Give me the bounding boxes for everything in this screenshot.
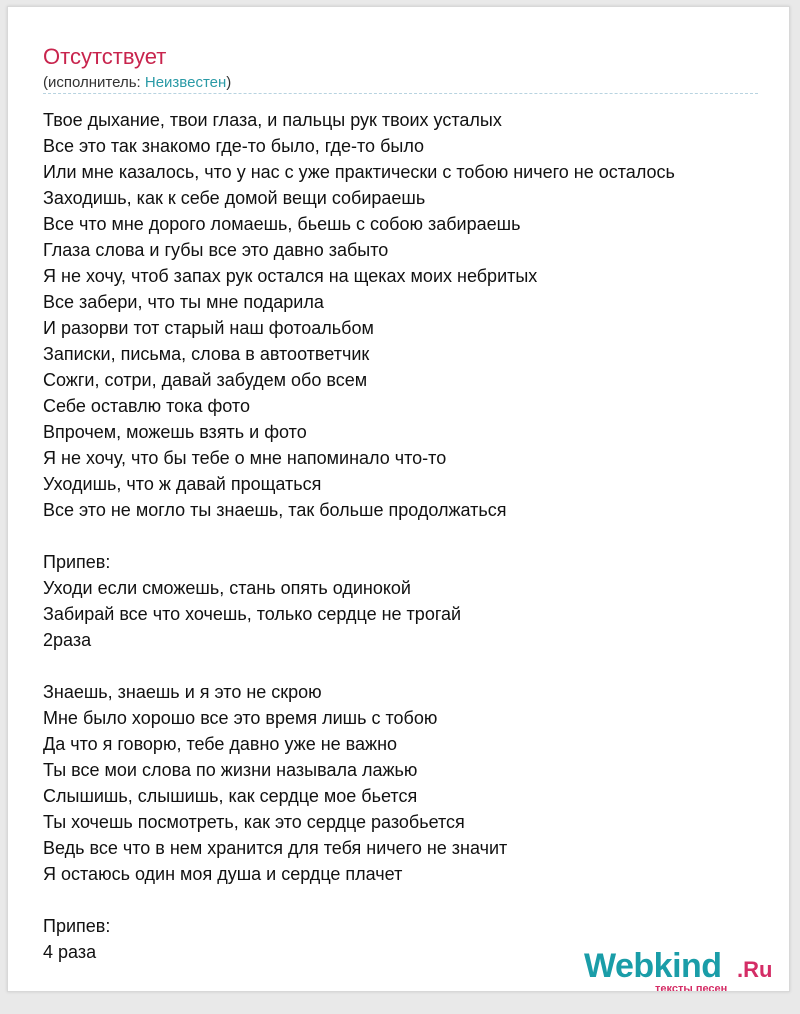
lyric-line: Ты хочешь посмотреть, как это сердце разобьется	[43, 812, 465, 832]
lyric-line: 2раза	[43, 630, 92, 650]
lyric-line: Заходишь, как к себе домой вещи собираешь	[43, 188, 426, 208]
lyric-line: И разорви тот старый наш фотоальбом	[43, 318, 374, 338]
lyric-line: Или мне казалось, что у нас с уже практически с тобою ничего не осталось	[43, 162, 675, 182]
lyric-line: Да что я говорю, тебе давно уже не важно	[43, 734, 398, 754]
lyrics-card	[7, 6, 790, 992]
lyric-line: Ведь все что в нем хранится для тебя ничего не значит	[43, 838, 508, 858]
blank-line	[43, 653, 783, 679]
lyric-line: Все забери, что ты мне подарила	[43, 292, 324, 312]
lyric-line: Я остаюсь один моя душа и сердце плачет	[43, 864, 403, 884]
lyric-line: Твое дыхание, твои глаза, и пальцы рук твоих усталых	[43, 110, 502, 130]
logo-domain: .Ru	[737, 957, 773, 982]
lyric-line: Глаза слова и губы все это давно забыто	[43, 240, 389, 260]
lyric-line: Уходишь, что ж давай прощаться	[43, 474, 322, 494]
lyric-line: Все что мне дорого ломаешь, бьешь с собою забираешь	[43, 214, 521, 234]
song-title: Отсутствует	[43, 44, 167, 69]
lyric-line: Слышишь, слышишь, как сердце мое бьется	[43, 786, 418, 806]
artist-line	[43, 74, 231, 92]
lyric-line: Забирай все что хочешь, только сердце не трогай	[43, 604, 462, 624]
lyric-line: Записки, письма, слова в автоответчик	[43, 344, 370, 364]
logo-wordmark: Webkind	[584, 947, 722, 985]
blank-line	[43, 887, 783, 913]
lyric-line: Я не хочу, что бы тебе о мне напоминало что-то	[43, 448, 447, 468]
lyric-line: Припев:	[43, 552, 111, 572]
dashed-divider	[43, 93, 758, 94]
lyric-line: Припев:	[43, 916, 111, 936]
lyrics-text	[43, 107, 783, 965]
lyric-line: Мне было хорошо все это время лишь с тобою	[43, 708, 438, 728]
lyric-line: Знаешь, знаешь и я это не скрою	[43, 682, 322, 702]
artist-suffix: )	[226, 74, 232, 91]
lyric-line: Впрочем, можешь взять и фото	[43, 422, 307, 442]
lyric-line: Все это так знакомо где-то было, где-то было	[43, 136, 425, 156]
lyric-line: Сожги, сотри, давай забудем обо всем	[43, 370, 368, 390]
lyric-line: Я не хочу, чтоб запах рук остался на щеках моих небритых	[43, 266, 538, 286]
artist-link[interactable]: Неизвестен	[144, 74, 227, 91]
webkind-logo[interactable]	[584, 947, 784, 992]
lyric-line: Себе оставлю тока фото	[43, 396, 250, 416]
lyric-line: 4 раза	[43, 942, 97, 962]
artist-prefix: (исполнитель:	[43, 74, 145, 91]
lyric-line: Все это не могло ты знаешь, так больше продолжаться	[43, 500, 507, 520]
blank-line	[43, 523, 783, 549]
lyric-line: Ты все мои слова по жизни называла лажью	[43, 760, 418, 780]
logo-subtitle: тексты песен	[655, 983, 728, 992]
lyric-line: Уходи если сможешь, стань опять одинокой	[43, 578, 411, 598]
